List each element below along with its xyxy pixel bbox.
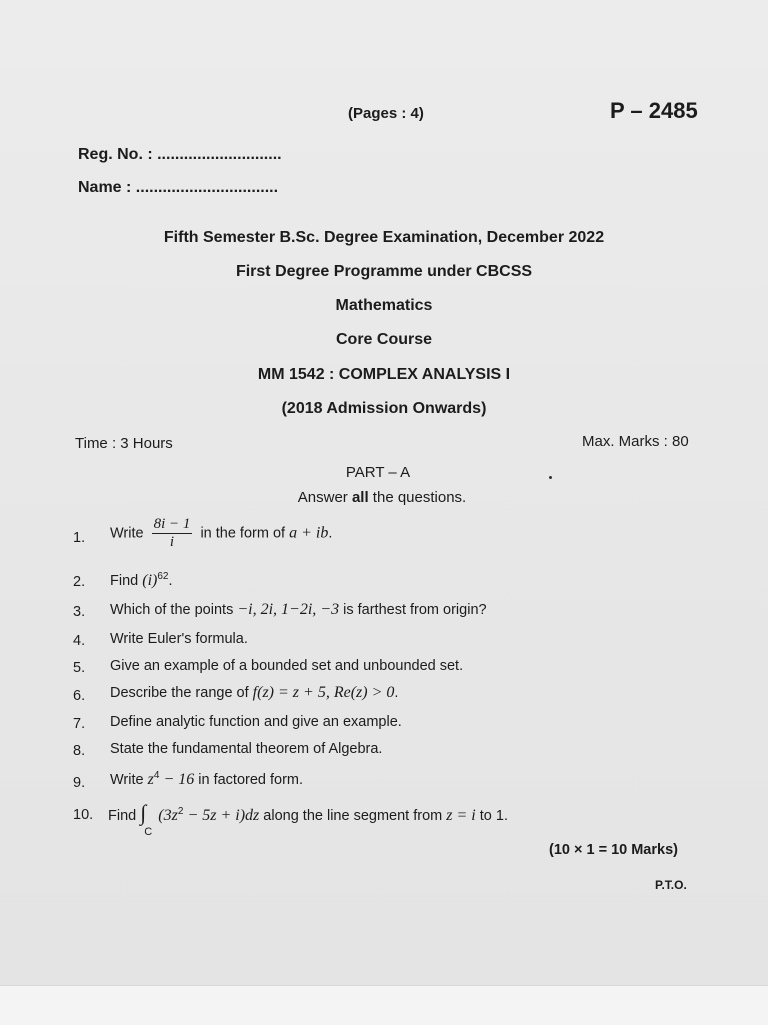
question-number: 2.: [73, 574, 86, 590]
name-field: Name : ................................: [78, 179, 279, 196]
subject-title: Mathematics: [335, 297, 433, 314]
part-a-instruction: Answer all the questions.: [297, 489, 467, 506]
scan-bottom-strip: [0, 985, 768, 1025]
question-text: Which of the points −i, 2i, 1−2i, −3 is farthest from origin?: [110, 601, 487, 618]
question-text: Find $(i)^{62}$.: [110, 571, 173, 589]
exam-title: Fifth Semester B.Sc. Degree Examination, December 2022: [163, 229, 605, 246]
programme-title: First Degree Programme under CBCSS: [235, 263, 533, 280]
question-text: Give an example of a bounded set and unbounded set.: [110, 658, 464, 674]
time-limit: Time : 3 Hours: [75, 435, 173, 452]
max-marks: Max. Marks : 80: [582, 433, 689, 450]
question-text: Write $\frac{8i - 1}{i}$ in the form of a + ib.: [110, 516, 333, 550]
part-a-marks: (10 × 1 = 10 Marks): [549, 842, 678, 858]
fraction: $\frac{8i - 1}{i}$: [153, 516, 191, 550]
please-turn-over: P.T.O.: [655, 878, 687, 892]
question-text: Define analytic function and give an example.: [110, 714, 402, 730]
question-text: Write $z^4 - 16$ in factored form.: [110, 770, 304, 788]
course-type: Core Course: [335, 331, 433, 348]
stray-mark: [549, 476, 552, 479]
question-number: 5.: [73, 660, 86, 676]
paper-code: P – 2485: [610, 98, 698, 123]
part-a-heading: PART – A: [345, 464, 411, 481]
page-count: (Pages : 4): [348, 105, 424, 122]
question-number: 10.: [73, 807, 94, 823]
question-number: 1.: [73, 530, 86, 546]
question-text: Describe the range of f(z) = z + 5, Re(z) > 0.: [110, 684, 399, 701]
question-text: Write Euler's formula.: [110, 631, 248, 647]
admission-note: (2018 Admission Onwards): [281, 400, 487, 417]
question-text: State the fundamental theorem of Algebra.: [110, 741, 383, 757]
question-number: 3.: [73, 604, 86, 620]
question-number: 6.: [73, 688, 86, 704]
course-title: MM 1542 : COMPLEX ANALYSIS I: [257, 366, 511, 383]
reg-no-field: Reg. No. : ............................: [78, 146, 282, 163]
question-number: 4.: [73, 633, 86, 649]
integral-symbol: ∫ C: [140, 800, 153, 838]
question-number: 9.: [73, 775, 86, 791]
question-text: Find ∫ C $(3z^2 - 5z + i)dz$ along the line segment from z = i to 1.: [108, 800, 508, 838]
question-number: 7.: [73, 716, 86, 732]
question-number: 8.: [73, 743, 86, 759]
